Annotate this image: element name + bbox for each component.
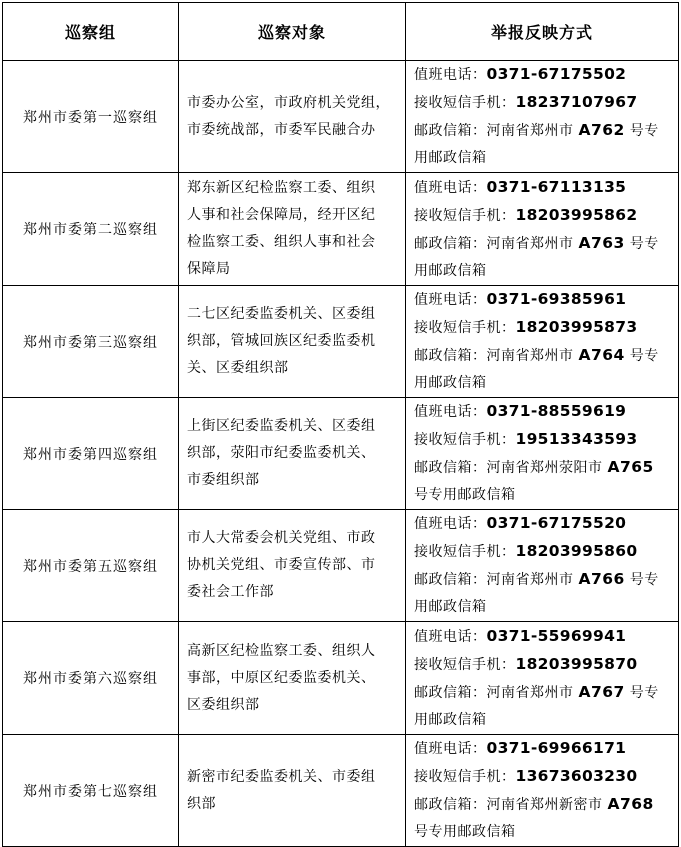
postal-box-suffix-a: 号专 [629,348,659,364]
postal-box-city: 河南省郑州市 [486,348,574,364]
inspection-target-line: 事部，中原区纪委监委机关、 [187,669,376,686]
postal-box-line [414,342,674,370]
postal-box-label: 邮政信箱： [414,235,487,252]
table-row [3,398,679,510]
report-contact-cell [406,735,679,847]
group-name: 郑州市委第五巡察组 [23,558,158,575]
inspection-target-line: 二七区纪委监委机关、区委组 [187,306,376,322]
sms-phone-line [414,763,674,791]
table-row [3,510,679,622]
header-group: 巡察组 [3,3,179,61]
header-target: 巡察对象 [179,3,406,61]
inspection-target-line: 上街区纪委监委机关、区委组 [187,418,376,434]
table-row [3,622,679,735]
inspection-target-line: 市委办公室，市政府机关党组， [187,94,390,111]
postal-box-suffix-a: 号专 [629,684,659,701]
postal-box-city: 河南省郑州新密市 [486,797,603,813]
duty-phone-line [414,510,674,538]
sms-phone-label: 接收短信手机： [414,432,516,448]
report-contact-cell [406,61,679,173]
sms-phone-line [414,314,674,342]
postal-box-code: A762 [578,121,625,139]
postal-box-suffix-a: 号专 [629,123,659,139]
postal-box-suffix-a: 号专 [629,572,659,588]
postal-box-code: A764 [578,346,625,364]
sms-phone-line [414,651,674,679]
sms-phone-number: 18203995860 [515,542,638,560]
inspection-target-line: 高新区纪检监察工委、组织人 [187,642,376,659]
postal-box-line-2 [414,819,674,846]
inspection-target-line: 人事和社会保障局，经开区纪 [187,207,376,223]
postal-box-code: A765 [607,458,654,476]
sms-phone-number: 18237107967 [515,93,638,111]
inspection-target-line: 市委组织部 [187,472,260,488]
group-name-cell [3,510,179,622]
duty-phone-label: 值班电话： [414,179,487,196]
inspection-target-line: 织部 [187,795,216,812]
inspection-target-line: 新密市纪委监委机关、市委组 [187,768,376,785]
postal-box-code: A767 [578,682,625,701]
inspection-target-cell [179,735,406,847]
duty-phone-number: 0371-55969941 [486,626,627,645]
inspection-target-line: 区委组织部 [187,696,260,713]
postal-box-code: A768 [607,795,654,813]
sms-phone-label: 接收短信手机： [414,544,516,560]
duty-phone-line [414,174,674,202]
sms-phone-line [414,538,674,566]
group-name-cell [3,286,179,398]
duty-phone-number: 0371-88559619 [486,402,627,420]
sms-phone-label: 接收短信手机： [414,95,516,111]
postal-box-code: A763 [578,233,625,252]
inspection-target-cell [179,173,406,286]
sms-phone-label: 接收短信手机： [414,320,516,336]
inspection-target-line: 郑东新区纪检监察工委、组织 [187,180,376,196]
inspection-target-line: 市委统战部，市委军民融合办 [187,121,376,138]
postal-box-suffix-b: 用邮政信箱 [414,375,487,391]
postal-box-line-2 [414,482,674,509]
postal-box-city: 河南省郑州市 [486,572,574,588]
postal-box-suffix-b: 用邮政信箱 [414,262,487,279]
group-name: 郑州市委第六巡察组 [23,671,158,687]
table-header-row [3,3,679,61]
postal-box-line-2 [414,707,674,734]
postal-box-suffix-b: 用邮政信箱 [414,711,487,728]
postal-box-label: 邮政信箱： [414,348,487,364]
postal-box-line-2 [414,370,674,397]
postal-box-suffix-b: 号专用邮政信箱 [414,824,516,840]
postal-box-label: 邮政信箱： [414,460,487,476]
duty-phone-label: 值班电话： [414,404,487,420]
duty-phone-line [414,61,674,89]
duty-phone-number: 0371-69385961 [486,290,627,308]
inspection-target-cell [179,622,406,735]
duty-phone-line [414,735,674,763]
duty-phone-label: 值班电话： [414,67,487,83]
postal-box-city: 河南省郑州荥阳市 [486,460,603,476]
inspection-target-cell [179,61,406,173]
postal-box-line [414,230,674,258]
table-row [3,61,679,173]
duty-phone-label: 值班电话： [414,292,487,308]
duty-phone-number: 0371-67175502 [486,65,627,83]
group-name-cell [3,173,179,286]
table-row [3,173,679,286]
report-contact-cell [406,622,679,735]
inspection-target-line: 委社会工作部 [187,584,274,600]
postal-box-label: 邮政信箱： [414,797,487,813]
sms-phone-label: 接收短信手机： [414,656,516,673]
sms-phone-number: 13673603230 [515,767,638,785]
group-name-cell [3,398,179,510]
postal-box-suffix-b: 用邮政信箱 [414,150,487,166]
inspection-contact-table [2,2,679,847]
postal-box-line-2 [414,145,674,172]
inspection-target-cell [179,510,406,622]
table-row [3,735,679,847]
group-name-cell [3,61,179,173]
duty-phone-line [414,398,674,426]
table-row [3,286,679,398]
postal-box-line [414,566,674,594]
duty-phone-line [414,623,674,651]
sms-phone-line [414,202,674,230]
sms-phone-label: 接收短信手机： [414,207,516,224]
sms-phone-number: 19513343593 [515,430,638,448]
report-contact-cell [406,398,679,510]
postal-box-line [414,117,674,145]
postal-box-city: 河南省郑州市 [486,123,574,139]
group-name: 郑州市委第一巡察组 [23,109,158,126]
duty-phone-number: 0371-67175520 [486,514,627,532]
report-contact-cell [406,510,679,622]
duty-phone-label: 值班电话： [414,516,487,532]
postal-box-label: 邮政信箱： [414,684,487,701]
duty-phone-label: 值班电话： [414,628,487,645]
inspection-target-line: 织部，管城回族区纪委监委机 [187,333,376,349]
group-name: 郑州市委第四巡察组 [23,446,158,463]
inspection-target-line: 检监察工委、组织人事和社会 [187,234,376,250]
postal-box-label: 邮政信箱： [414,123,487,139]
postal-box-label: 邮政信箱： [414,572,487,588]
sms-phone-number: 18203995870 [515,654,638,673]
group-name: 郑州市委第三巡察组 [23,334,158,351]
postal-box-suffix-b: 号专用邮政信箱 [414,487,516,503]
duty-phone-line [414,286,674,314]
postal-box-suffix-b: 用邮政信箱 [414,599,487,615]
postal-box-suffix-a: 号专 [629,235,659,252]
postal-box-line [414,679,674,707]
inspection-target-cell [179,398,406,510]
report-contact-cell [406,286,679,398]
inspection-target-line: 织部，荥阳市纪委监委机关、 [187,445,376,461]
sms-phone-label: 接收短信手机： [414,769,516,785]
postal-box-line [414,791,674,819]
postal-box-line [414,454,674,482]
sms-phone-line [414,426,674,454]
duty-phone-number: 0371-69966171 [486,739,627,757]
inspection-target-cell [179,286,406,398]
duty-phone-label: 值班电话： [414,741,487,757]
sms-phone-number: 18203995862 [515,205,638,224]
report-contact-cell [406,173,679,286]
postal-box-city: 河南省郑州市 [486,235,574,252]
group-name: 郑州市委第七巡察组 [23,783,158,800]
inspection-target-line: 协机关党组、市委宣传部、市 [187,557,376,573]
inspection-target-line: 市人大常委会机关党组、市政 [187,530,376,546]
postal-box-city: 河南省郑州市 [486,684,574,701]
postal-box-line-2 [414,594,674,621]
table-body [3,61,679,847]
sms-phone-line [414,89,674,117]
duty-phone-number: 0371-67113135 [486,177,627,196]
postal-box-code: A766 [578,570,625,588]
group-name-cell [3,622,179,735]
inspection-target-line: 保障局 [187,261,231,277]
sms-phone-number: 18203995873 [515,318,638,336]
postal-box-line-2 [414,258,674,285]
group-name-cell [3,735,179,847]
inspection-target-line: 关、区委组织部 [187,360,289,376]
header-contact: 举报反映方式 [406,3,679,61]
group-name: 郑州市委第二巡察组 [23,222,158,238]
